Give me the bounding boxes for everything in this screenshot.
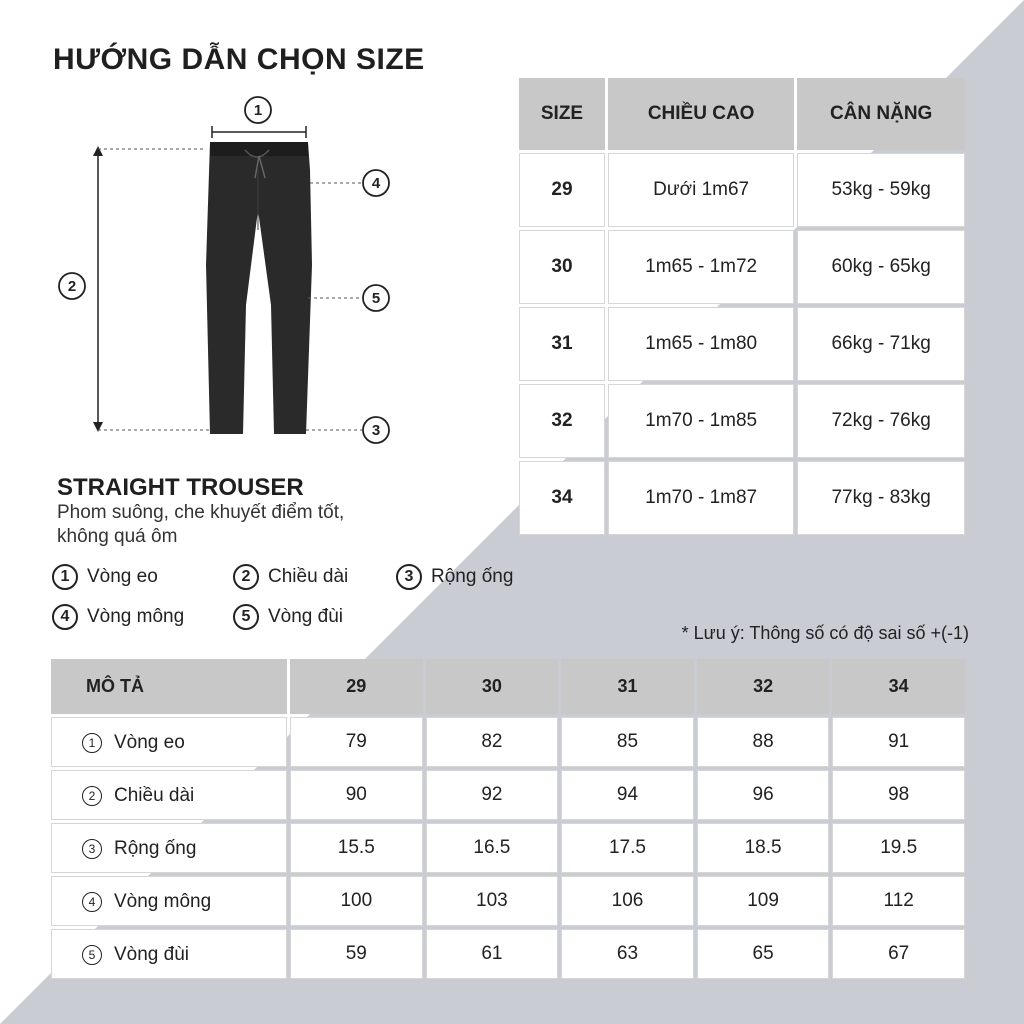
marker-2-label: 2 — [67, 278, 77, 295]
value-cell: 88 — [697, 717, 830, 767]
header-size-29: 29 — [290, 659, 423, 714]
weight-cell: 66kg - 71kg — [797, 307, 965, 381]
value-cell: 96 — [697, 770, 830, 820]
row-label-text: Rộng ống — [114, 837, 197, 859]
value-cell: 109 — [697, 876, 830, 926]
tolerance-note: * Lưu ý: Thông số có độ sai số +(-1) — [681, 623, 969, 643]
size-cell: 31 — [519, 307, 605, 381]
value-cell: 112 — [832, 876, 965, 926]
marker-1-label: 1 — [253, 102, 263, 119]
value-cell: 61 — [426, 929, 559, 979]
weight-cell: 72kg - 76kg — [797, 384, 965, 458]
legend-item-thigh — [233, 604, 343, 630]
header-size-31: 31 — [561, 659, 694, 714]
product-description-line: không quá ôm — [57, 526, 178, 547]
legend-item-leg-opening — [396, 564, 513, 590]
legend-item-hip — [52, 604, 184, 630]
trouser-illustration — [206, 142, 312, 434]
header-size-30: 30 — [426, 659, 559, 714]
page-title: HƯỚNG DẪN CHỌN SIZE — [53, 43, 425, 76]
trouser-diagram — [40, 90, 420, 450]
measurement-row — [51, 717, 965, 767]
value-cell: 67 — [832, 929, 965, 979]
row-label — [51, 876, 287, 926]
number-circle-icon: 2 — [82, 786, 102, 806]
value-cell: 65 — [697, 929, 830, 979]
row-label-text: Vòng mông — [114, 890, 212, 912]
measurement-row — [51, 876, 965, 926]
height-cell: 1m65 - 1m80 — [608, 307, 794, 381]
value-cell: 100 — [290, 876, 423, 926]
marker-3-label: 3 — [371, 422, 381, 439]
value-cell: 92 — [426, 770, 559, 820]
number-circle-icon: 2 — [233, 564, 259, 590]
value-cell: 19.5 — [832, 823, 965, 873]
size-cell: 32 — [519, 384, 605, 458]
value-cell: 17.5 — [561, 823, 694, 873]
header-description: MÔ TẢ — [51, 659, 287, 714]
weight-cell: 60kg - 65kg — [797, 230, 965, 304]
value-cell: 63 — [561, 929, 694, 979]
measurement-legend — [52, 564, 552, 634]
number-circle-icon: 5 — [82, 945, 102, 965]
value-cell: 18.5 — [697, 823, 830, 873]
marker-5-label: 5 — [371, 290, 381, 307]
value-cell: 90 — [290, 770, 423, 820]
number-circle-icon: 4 — [82, 892, 102, 912]
legend-label: Chiều dài — [268, 566, 349, 587]
value-cell: 79 — [290, 717, 423, 767]
row-label-text: Chiều dài — [114, 784, 195, 806]
size-row — [519, 153, 965, 227]
measurement-row — [51, 770, 965, 820]
number-circle-icon: 1 — [52, 564, 78, 590]
row-label — [51, 770, 287, 820]
header-height: CHIỀU CAO — [608, 78, 794, 150]
value-cell: 82 — [426, 717, 559, 767]
size-row — [519, 230, 965, 304]
size-cell: 34 — [519, 461, 605, 535]
header-size-34: 34 — [832, 659, 965, 714]
number-circle-icon: 4 — [52, 604, 78, 630]
height-cell: 1m70 - 1m87 — [608, 461, 794, 535]
legend-item-length — [233, 564, 348, 590]
row-label — [51, 929, 287, 979]
value-cell: 16.5 — [426, 823, 559, 873]
header-weight: CÂN NẶNG — [797, 78, 965, 150]
measurement-table-header — [51, 659, 965, 714]
product-name: STRAIGHT TROUSER — [57, 474, 304, 501]
value-cell: 85 — [561, 717, 694, 767]
height-cell: 1m65 - 1m72 — [608, 230, 794, 304]
legend-label: Vòng mông — [87, 606, 185, 627]
size-cell: 30 — [519, 230, 605, 304]
product-description — [57, 501, 417, 549]
size-table — [519, 78, 971, 535]
marker-4-label: 4 — [371, 175, 381, 192]
row-label-text: Vòng eo — [114, 731, 185, 753]
measurement-row — [51, 929, 965, 979]
legend-label: Vòng eo — [87, 566, 158, 587]
weight-cell: 77kg - 83kg — [797, 461, 965, 535]
row-label — [51, 717, 287, 767]
number-circle-icon: 3 — [396, 564, 422, 590]
value-cell: 98 — [832, 770, 965, 820]
product-description-line: Phom suông, che khuyết điểm tốt, — [57, 502, 345, 523]
value-cell: 15.5 — [290, 823, 423, 873]
weight-cell: 53kg - 59kg — [797, 153, 965, 227]
measurement-row — [51, 823, 965, 873]
header-size-32: 32 — [697, 659, 830, 714]
row-label-text: Vòng đùi — [114, 943, 190, 965]
number-circle-icon: 3 — [82, 839, 102, 859]
size-cell: 29 — [519, 153, 605, 227]
value-cell: 91 — [832, 717, 965, 767]
legend-item-waist — [52, 564, 158, 590]
height-cell: Dưới 1m67 — [608, 153, 794, 227]
row-label — [51, 823, 287, 873]
value-cell: 94 — [561, 770, 694, 820]
value-cell: 59 — [290, 929, 423, 979]
number-circle-icon: 1 — [82, 733, 102, 753]
measurement-table — [51, 659, 971, 979]
size-table-header — [519, 78, 965, 150]
legend-label: Vòng đùi — [268, 606, 344, 627]
number-circle-icon: 5 — [233, 604, 259, 630]
header-size: SIZE — [519, 78, 605, 150]
value-cell: 103 — [426, 876, 559, 926]
height-cell: 1m70 - 1m85 — [608, 384, 794, 458]
legend-label: Rộng ống — [431, 566, 514, 587]
size-row — [519, 384, 965, 458]
value-cell: 106 — [561, 876, 694, 926]
size-row — [519, 307, 965, 381]
size-row — [519, 461, 965, 535]
